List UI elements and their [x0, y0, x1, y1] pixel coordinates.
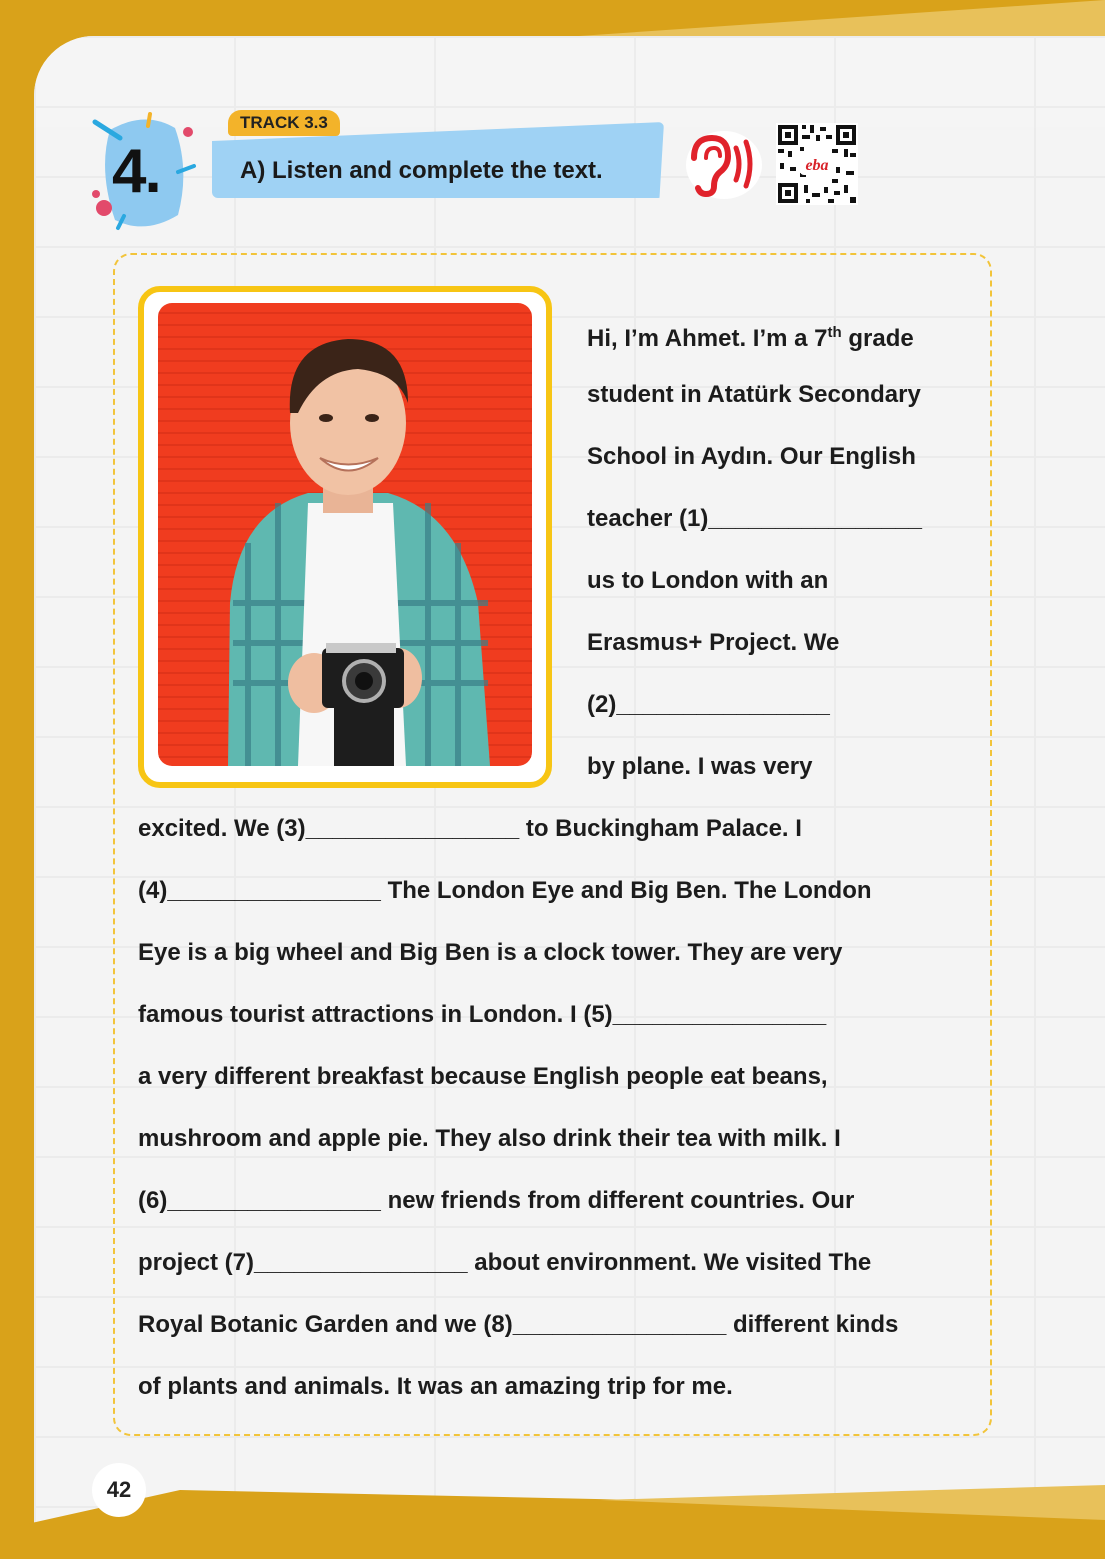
passage-line-12-blank-5[interactable]: famous tourist attractions in London. I (5)________________ — [138, 1001, 827, 1028]
passage-line-11: Eye is a big wheel and Big Ben is a clock tower. They are very — [138, 939, 843, 966]
boy-with-camera-photo — [158, 303, 532, 766]
passage-line-13: a very different breakfast because English people eat beans, — [138, 1063, 828, 1090]
qr-code-icon[interactable] — [776, 123, 858, 205]
passage-text: Hi, I’m Ahmet. I’m a 7 — [587, 325, 828, 352]
passage-line-15-blank-6[interactable]: (6)________________ new friends from different countries. Our — [138, 1187, 855, 1214]
passage-line-17-blank-8[interactable]: Royal Botanic Garden and we (8)________________ different kinds — [138, 1311, 899, 1338]
passage-line-8: by plane. I was very — [587, 753, 813, 780]
passage-line-1 — [587, 302, 914, 370]
passage-line-16-blank-7[interactable]: project (7)________________ about environment. We visited The — [138, 1249, 872, 1276]
listening-ear-icon[interactable] — [684, 130, 764, 200]
passage-line-7-blank-2[interactable]: (2)________________ — [587, 691, 830, 718]
passage-line-9-blank-3[interactable]: excited. We (3)________________ to Buckingham Palace. I — [138, 815, 802, 842]
passage-line-3: School in Aydın. Our English — [587, 443, 916, 470]
passage-line-5: us to London with an — [587, 567, 829, 594]
passage-line-2: student in Atatürk Secondary — [587, 381, 921, 408]
qr-logo-text: eba — [805, 157, 829, 174]
passage-text: grade — [841, 325, 914, 352]
passage-line-18: of plants and animals. It was an amazing trip for me. — [138, 1373, 733, 1400]
instruction-text: A) Listen and complete the text. — [240, 157, 603, 184]
ordinal-suffix: th — [827, 324, 842, 341]
passage-line-4-blank-1[interactable]: teacher (1)________________ — [587, 505, 922, 532]
page-number: 42 — [92, 1463, 146, 1517]
passage-line-10-blank-4[interactable]: (4)________________ The London Eye and Big Ben. The London — [138, 877, 872, 904]
passage-line-14: mushroom and apple pie. They also drink their tea with milk. I — [138, 1125, 841, 1152]
bottom-band — [0, 1470, 1105, 1559]
passage-line-6: Erasmus+ Project. We — [587, 629, 840, 656]
track-label: TRACK 3.3 — [228, 110, 340, 136]
exercise-number: 4. — [112, 137, 160, 206]
